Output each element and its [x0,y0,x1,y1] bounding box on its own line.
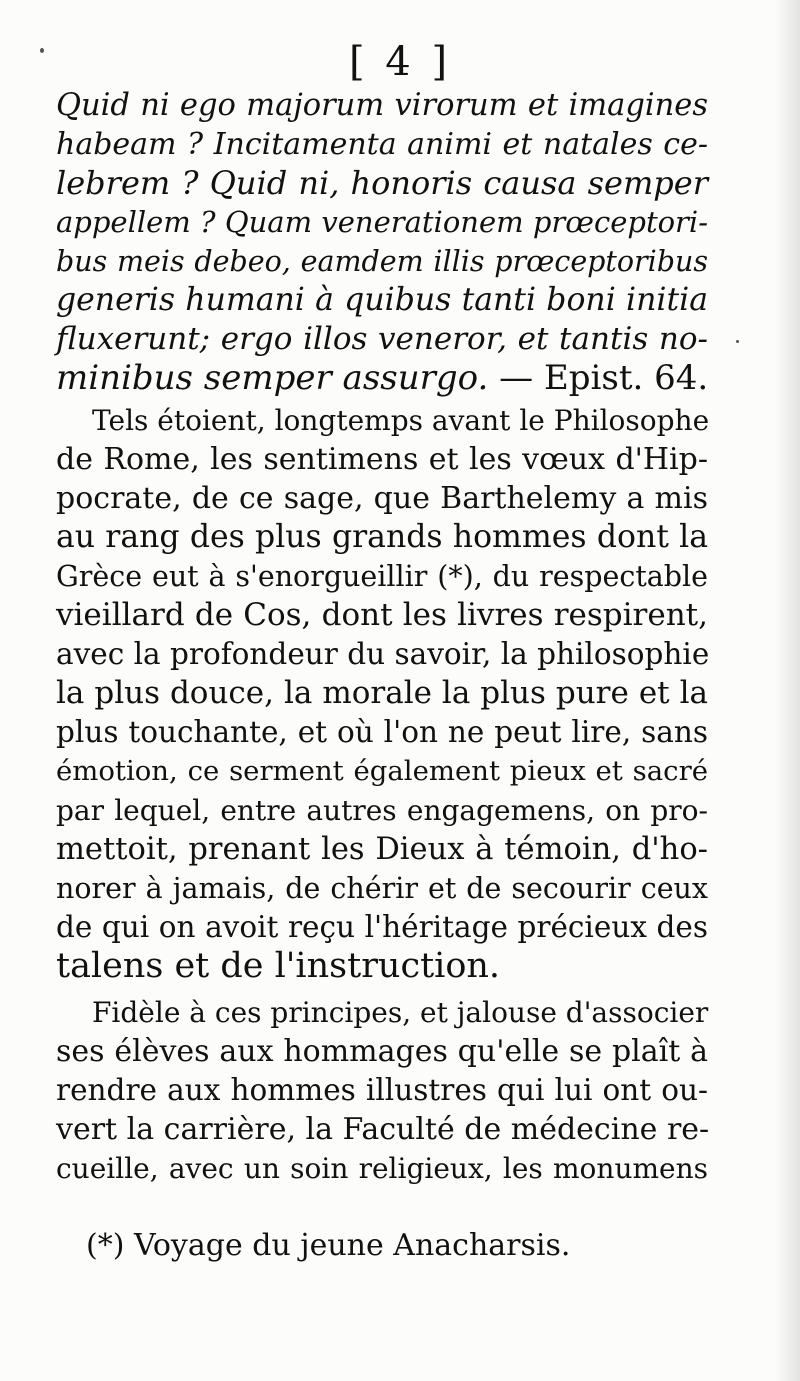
paragraph-line: ses élèves aux hommages qu'elle se plaît à [56,1034,708,1069]
latin-quote-line: fluxerunt; ergo illos veneror, et tantis no- [56,321,708,357]
latin-quote-line: bus meis debeo, eamdem illis prœceptoribus [56,245,708,278]
page-number: [ 4 ] [348,39,452,85]
latin-quote-line: habeam ? Incitamenta animi et natales ce- [56,127,708,162]
latin-quote-line: minibus semper assurgo. [56,358,489,398]
paragraph-line: mettoit, prenant les Dieux à témoin, d'ho- [56,832,708,867]
paragraph-line: vert la carrière, la Faculté de médecine re- [56,1112,710,1147]
paragraph-line: Tels étoient, longtemps avant le Philosophe [92,404,710,437]
page-edge-shadow [774,0,800,1381]
paragraph-line: de Rome, les sentimens et les vœux d'Hip- [56,442,708,477]
paragraph-line: de qui on avoit reçu l'héritage précieux des [56,910,708,944]
latin-quote-line: appellem ? Quam venerationem prœceptori- [56,205,708,239]
paragraph-line: pocrate, de ce sage, que Barthelemy a mis [56,481,708,516]
paragraph-line: rendre aux hommes illustres qui lui ont ou- [56,1073,708,1107]
paragraph-line: norer à jamais, de chérir et de secourir ceux [56,872,708,905]
paragraph-line: avec la profondeur du savoir, la philosophie [56,637,710,671]
latin-quote-line: generis humani à quibus tanti boni initia [56,282,708,318]
latin-quote-line: Quid ni ego majorum virorum et imagines [56,88,708,123]
paragraph-line: cueille, avec un soin religieux, les monumens [56,1152,708,1185]
ink-speck [736,340,739,343]
paragraph-line: émotion, ce serment également pieux et sacré [56,755,708,787]
paragraph-line: Fidèle à ces principes, et jalouse d'associer [92,996,709,1029]
latin-quote-last-line [56,359,708,398]
paragraph-line: Grèce eut à s'enorgueillir (*), du respectable [56,560,708,593]
epistle-citation: — Epist. 64. [499,358,709,398]
paragraph-line: vieillard de Cos, dont les livres respirent, [56,597,708,633]
paragraph-line: la plus douce, la morale la plus pure et la [56,675,708,711]
paragraph-line: talens et de l'instruction. [56,946,501,986]
paragraph-line: au rang des plus grands hommes dont la [56,519,708,555]
paragraph-line: plus touchante, et où l'on ne peut lire, sans [56,715,708,749]
footnote: (*) Voyage du jeune Anacharsis. [86,1228,571,1263]
latin-quote-line: lebrem ? Quid ni, honoris causa semper [56,164,708,202]
paragraph-line: par lequel, entre autres engagemens, on pro- [56,794,708,827]
